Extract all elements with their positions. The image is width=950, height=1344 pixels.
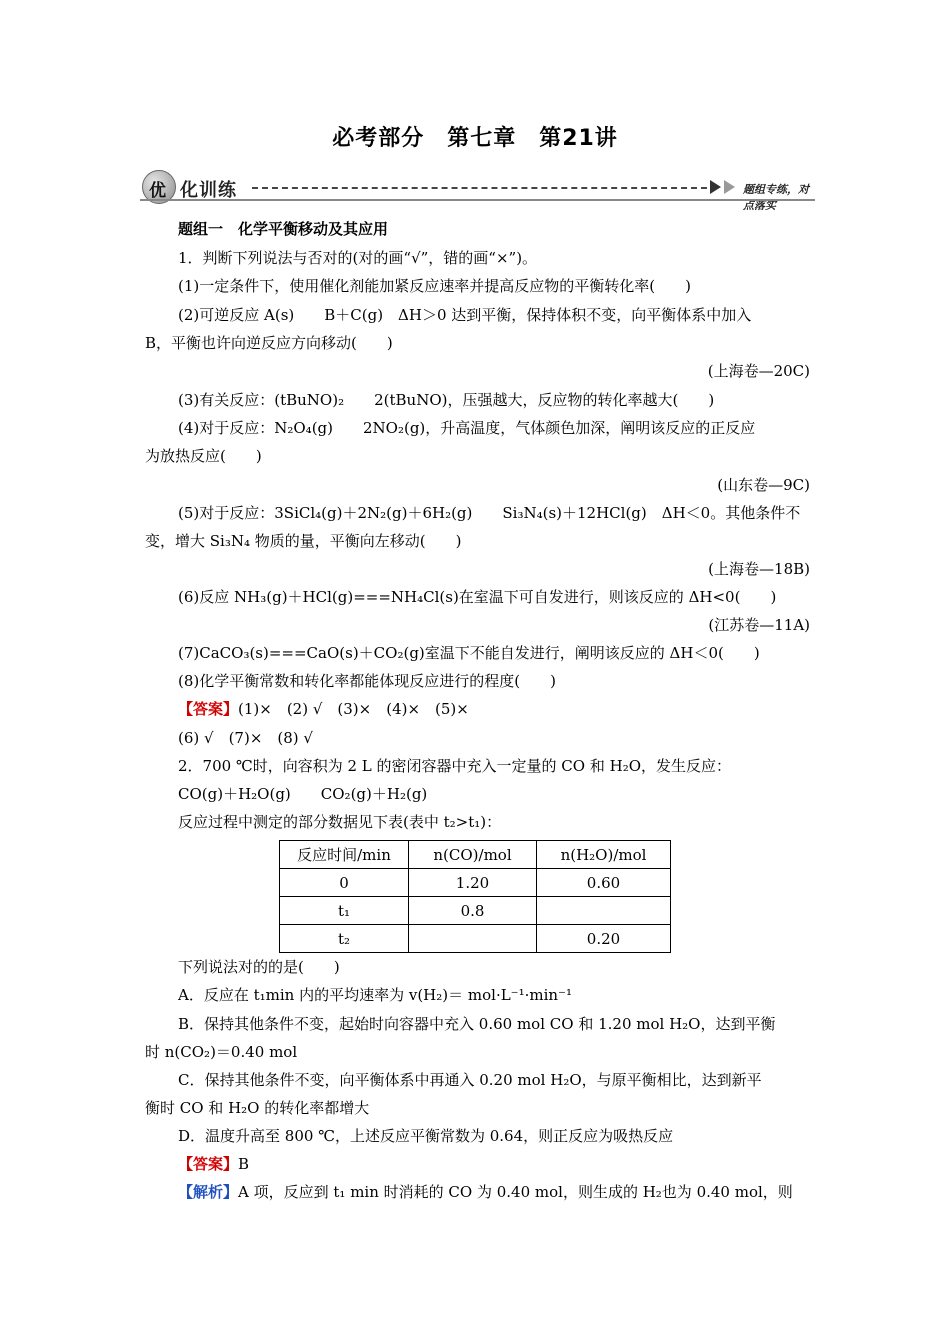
statement-3: (3)有关反应：(tBuNO)₂ 2(tBuNO)，压强越大，反应物的转化率越大( )	[178, 391, 715, 409]
source-2: (山东卷—9C)	[717, 476, 810, 494]
option-b2: 时 n(CO₂)＝0.40 mol	[145, 1043, 298, 1061]
table-header-row	[280, 841, 671, 869]
arrow-icon	[710, 180, 721, 194]
option-d: D．温度升高至 800 ℃，上述反应平衡常数为 0.64，则正反应为吸热反应	[178, 1127, 674, 1145]
statement-4a: (4)对于反应：N₂O₄(g) 2NO₂(g)，升高温度，气体颜色加深，阐明该反应的正反应	[178, 419, 756, 437]
statement-2b: B，平衡也许向逆反应方向移动( )	[145, 334, 393, 352]
analysis	[178, 1182, 810, 1202]
question-2b: CO(g)＋H₂O(g) CO₂(g)＋H₂(g)	[178, 785, 428, 803]
question-2d: 下列说法对的的是( )	[178, 958, 340, 976]
table-cell: 0	[280, 869, 409, 897]
page-title: 必考部分 第七章 第21讲	[332, 126, 618, 151]
source-1: (上海卷—20C)	[707, 362, 810, 380]
table-cell: t₂	[280, 925, 409, 953]
answer-label: 【答案】	[178, 1155, 239, 1173]
table-cell: 1.20	[409, 869, 537, 897]
table-header: n(H₂O)/mol	[537, 841, 671, 869]
statement-8: (8)化学平衡常数和转化率都能体现反应进行的程度( )	[178, 672, 556, 690]
table-header: n(CO)/mol	[409, 841, 537, 869]
statement-2a: (2)可逆反应 A(s) B＋C(g) ΔH＞0 达到平衡，保持体积不变，向平衡体系中加入	[178, 306, 752, 324]
table-cell: 0.60	[537, 869, 671, 897]
option-c1: C．保持其他条件不变，向平衡体系中再通入 0.20 mol H₂O，与原平衡相比，达到新平	[178, 1071, 762, 1089]
dashed-divider	[252, 187, 707, 189]
table-cell: 0.8	[409, 897, 537, 925]
analysis-label: 【解析】	[178, 1183, 239, 1201]
statement-5a: (5)对于反应：3SiCl₄(g)＋2N₂(g)＋6H₂(g) Si₃N₄(s)＋12HCl(g) ΔH＜0。其他条件不	[178, 504, 801, 522]
arrow-icon	[724, 180, 735, 194]
banner-heading: 化训练	[180, 180, 237, 201]
table-cell: t₁	[280, 897, 409, 925]
banner-tagline: 题组专练，对点落实	[743, 183, 809, 212]
option-c2: 衡时 CO 和 H₂O 的转化率都增大	[145, 1099, 370, 1117]
table-row	[280, 897, 671, 925]
table-row	[280, 869, 671, 897]
banner-rule	[140, 199, 815, 201]
answer-1	[178, 699, 810, 719]
answer-2	[178, 1154, 810, 1174]
answer-1b: (6) √ (7)× (8) √	[178, 729, 313, 747]
section-banner	[140, 170, 815, 212]
analysis-text: A 项，反应到 t₁ min 时消耗的 CO 为 0.40 mol，则生成的 H₂也为 0.40 mol，则	[238, 1183, 793, 1201]
data-table	[279, 840, 671, 953]
table-cell	[537, 897, 671, 925]
answer-1-text: (1)× (2) √ (3)× (4)× (5)×	[238, 700, 469, 718]
group-heading: 题组一 化学平衡移动及其应用	[178, 220, 389, 238]
question-1: 1．判断下列说法与否对的(对的画“√”，错的画“×”)。	[178, 249, 538, 267]
table-cell	[409, 925, 537, 953]
question-2a: 2．700 ℃时，向容积为 2 L 的密闭容器中充入一定量的 CO 和 H₂O，发生反应：	[178, 757, 732, 775]
option-b1: B．保持其他条件不变，起始时向容器中充入 0.60 mol CO 和 1.20 mol H₂O，达到平衡	[178, 1015, 776, 1033]
badge-text: 优	[149, 181, 166, 201]
answer-2-text: B	[238, 1155, 250, 1173]
table-row	[280, 925, 671, 953]
option-a: A．反应在 t₁min 内的平均速率为 v(H₂)＝ mol·L⁻¹·min⁻¹	[178, 986, 572, 1004]
statement-7: (7)CaCO₃(s)===CaO(s)＋CO₂(g)室温下不能自发进行，阐明该反应的 ΔH＜0( )	[178, 644, 760, 662]
statement-1: (1)一定条件下，使用催化剂能加紧反应速率并提高反应物的平衡转化率( )	[178, 277, 691, 295]
table-header: 反应时间/min	[280, 841, 409, 869]
statement-4b: 为放热反应( )	[145, 447, 262, 465]
statement-5b: 变，增大 Si₃N₄ 物质的量，平衡向左移动( )	[145, 532, 462, 550]
answer-label: 【答案】	[178, 700, 239, 718]
table-cell: 0.20	[537, 925, 671, 953]
source-4: (江苏卷—11A)	[708, 616, 810, 634]
statement-6: (6)反应 NH₃(g)＋HCl(g)===NH₄Cl(s)在室温下可自发进行，则该反应的 ΔH<0( )	[178, 588, 777, 606]
question-2c: 反应过程中测定的部分数据见下表(表中 t₂>t₁)：	[178, 813, 502, 831]
source-3: (上海卷—18B)	[708, 560, 810, 578]
